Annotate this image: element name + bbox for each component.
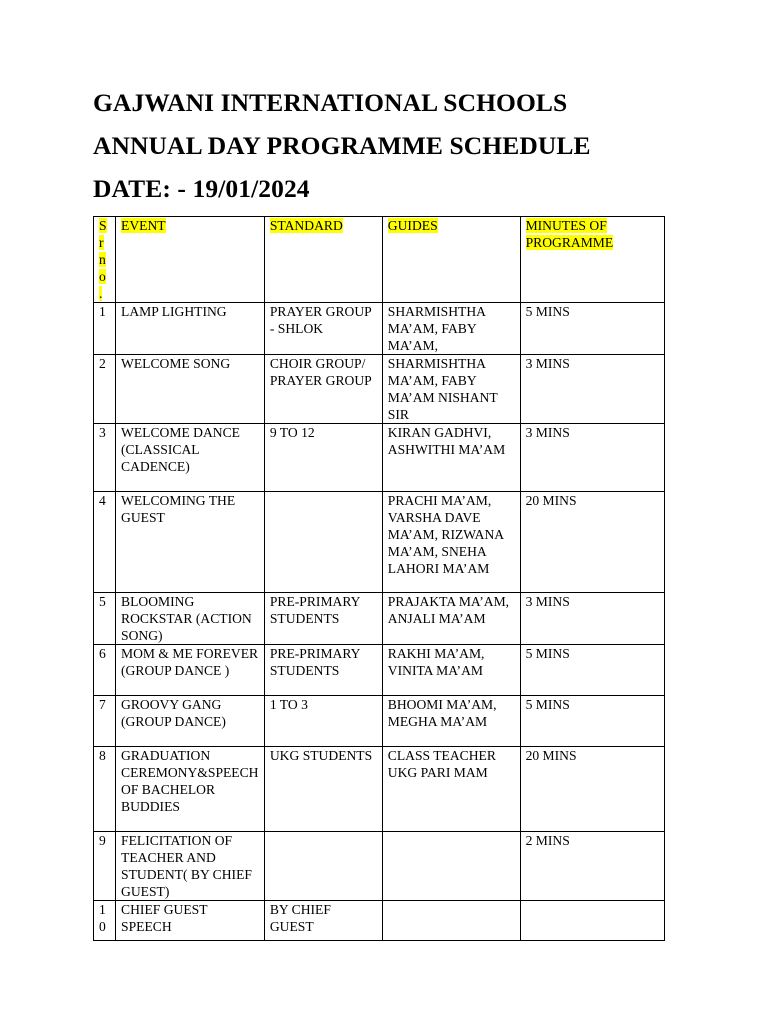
cell-event: MOM & ME FOREVER (GROUP DANCE ) <box>116 645 265 696</box>
header-cell-sr-no <box>94 217 116 303</box>
header-event-label: EVENT <box>121 218 166 233</box>
schedule-title-heading: ANNUAL DAY PROGRAMME SCHEDULE <box>93 131 591 160</box>
cell-guides: SHARMISHTHA MA’AM, FABY MA’AM, <box>382 303 520 355</box>
table-row <box>94 901 665 941</box>
date-heading: DATE: - 19/01/2024 <box>93 174 310 203</box>
cell-guides: PRACHI MA’AM, VARSHA DAVE MA’AM, RIZWANA MA’AM, SNEHA LAHORI MA’AM <box>382 492 520 593</box>
cell-guides: RAKHI MA’AM, VINITA MA’AM <box>382 645 520 696</box>
cell-event: BLOOMING ROCKSTAR (ACTION SONG) <box>116 593 265 645</box>
cell-guides: PRAJAKTA MA’AM, ANJALI MA’AM <box>382 593 520 645</box>
table-row <box>94 355 665 424</box>
cell-standard: PRAYER GROUP - SHLOK <box>264 303 382 355</box>
cell-sr-no: 6 <box>94 645 116 696</box>
cell-guides: KIRAN GADHVI, ASHWITHI MA’AM <box>382 424 520 492</box>
cell-standard: BY CHIEF GUEST <box>264 901 382 941</box>
cell-minutes: 3 MINS <box>520 424 664 492</box>
header-guides-label: GUIDES <box>387 218 438 233</box>
cell-sr-no: 4 <box>94 492 116 593</box>
schedule-table <box>93 216 665 941</box>
cell-event: LAMP LIGHTING <box>116 303 265 355</box>
cell-guides: CLASS TEACHER UKG PARI MAM <box>382 747 520 832</box>
cell-guides <box>382 901 520 941</box>
cell-minutes <box>520 901 664 941</box>
table-row <box>94 303 665 355</box>
header-sr-no-label: Sr no . <box>99 218 107 301</box>
cell-standard: UKG STUDENTS <box>264 747 382 832</box>
table-row <box>94 424 665 492</box>
cell-minutes: 2 MINS <box>520 832 664 901</box>
header-cell-event <box>116 217 265 303</box>
cell-minutes: 3 MINS <box>520 593 664 645</box>
cell-sr-no: 10 <box>94 901 116 941</box>
header-cell-minutes <box>520 217 664 303</box>
table-row <box>94 696 665 747</box>
cell-standard: PRE-PRIMARY STUDENTS <box>264 593 382 645</box>
table-row <box>94 645 665 696</box>
cell-minutes: 20 MINS <box>520 747 664 832</box>
cell-event: FELICITATION OF TEACHER AND STUDENT( BY CHIEF GUEST) <box>116 832 265 901</box>
cell-standard <box>264 832 382 901</box>
cell-sr-no: 7 <box>94 696 116 747</box>
cell-minutes: 5 MINS <box>520 645 664 696</box>
cell-sr-no: 3 <box>94 424 116 492</box>
cell-guides: SHARMISHTHA MA’AM, FABY MA’AM NISHANT SIR <box>382 355 520 424</box>
header-cell-guides <box>382 217 520 303</box>
cell-standard: CHOIR GROUP/ PRAYER GROUP <box>264 355 382 424</box>
header-minutes-label: MINUTES OF PROGRAMME <box>525 218 614 250</box>
cell-guides <box>382 832 520 901</box>
cell-standard: 1 TO 3 <box>264 696 382 747</box>
cell-event: GRADUATION CEREMONY&SPEECH OF BACHELOR BUDDIES <box>116 747 265 832</box>
cell-event: WELCOME SONG <box>116 355 265 424</box>
cell-event: WELCOMING THE GUEST <box>116 492 265 593</box>
cell-minutes: 5 MINS <box>520 696 664 747</box>
cell-guides: BHOOMI MA’AM, MEGHA MA’AM <box>382 696 520 747</box>
cell-standard: 9 TO 12 <box>264 424 382 492</box>
cell-minutes: 5 MINS <box>520 303 664 355</box>
cell-standard <box>264 492 382 593</box>
cell-event: GROOVY GANG (GROUP DANCE) <box>116 696 265 747</box>
table-row <box>94 593 665 645</box>
cell-sr-no: 1 <box>94 303 116 355</box>
table-header-row <box>94 217 665 303</box>
table-row <box>94 492 665 593</box>
cell-minutes: 3 MINS <box>520 355 664 424</box>
schedule-table-body <box>94 217 665 941</box>
cell-sr-no: 9 <box>94 832 116 901</box>
cell-event: CHIEF GUEST SPEECH <box>116 901 265 941</box>
header-cell-standard <box>264 217 382 303</box>
cell-sr-no: 2 <box>94 355 116 424</box>
table-row <box>94 747 665 832</box>
cell-minutes: 20 MINS <box>520 492 664 593</box>
header-standard-label: STANDARD <box>269 218 343 233</box>
school-name-heading: GAJWANI INTERNATIONAL SCHOOLS <box>93 88 568 117</box>
cell-event: WELCOME DANCE (CLASSICAL CADENCE) <box>116 424 265 492</box>
cell-sr-no: 5 <box>94 593 116 645</box>
table-row <box>94 832 665 901</box>
cell-standard: PRE-PRIMARY STUDENTS <box>264 645 382 696</box>
cell-sr-no: 8 <box>94 747 116 832</box>
